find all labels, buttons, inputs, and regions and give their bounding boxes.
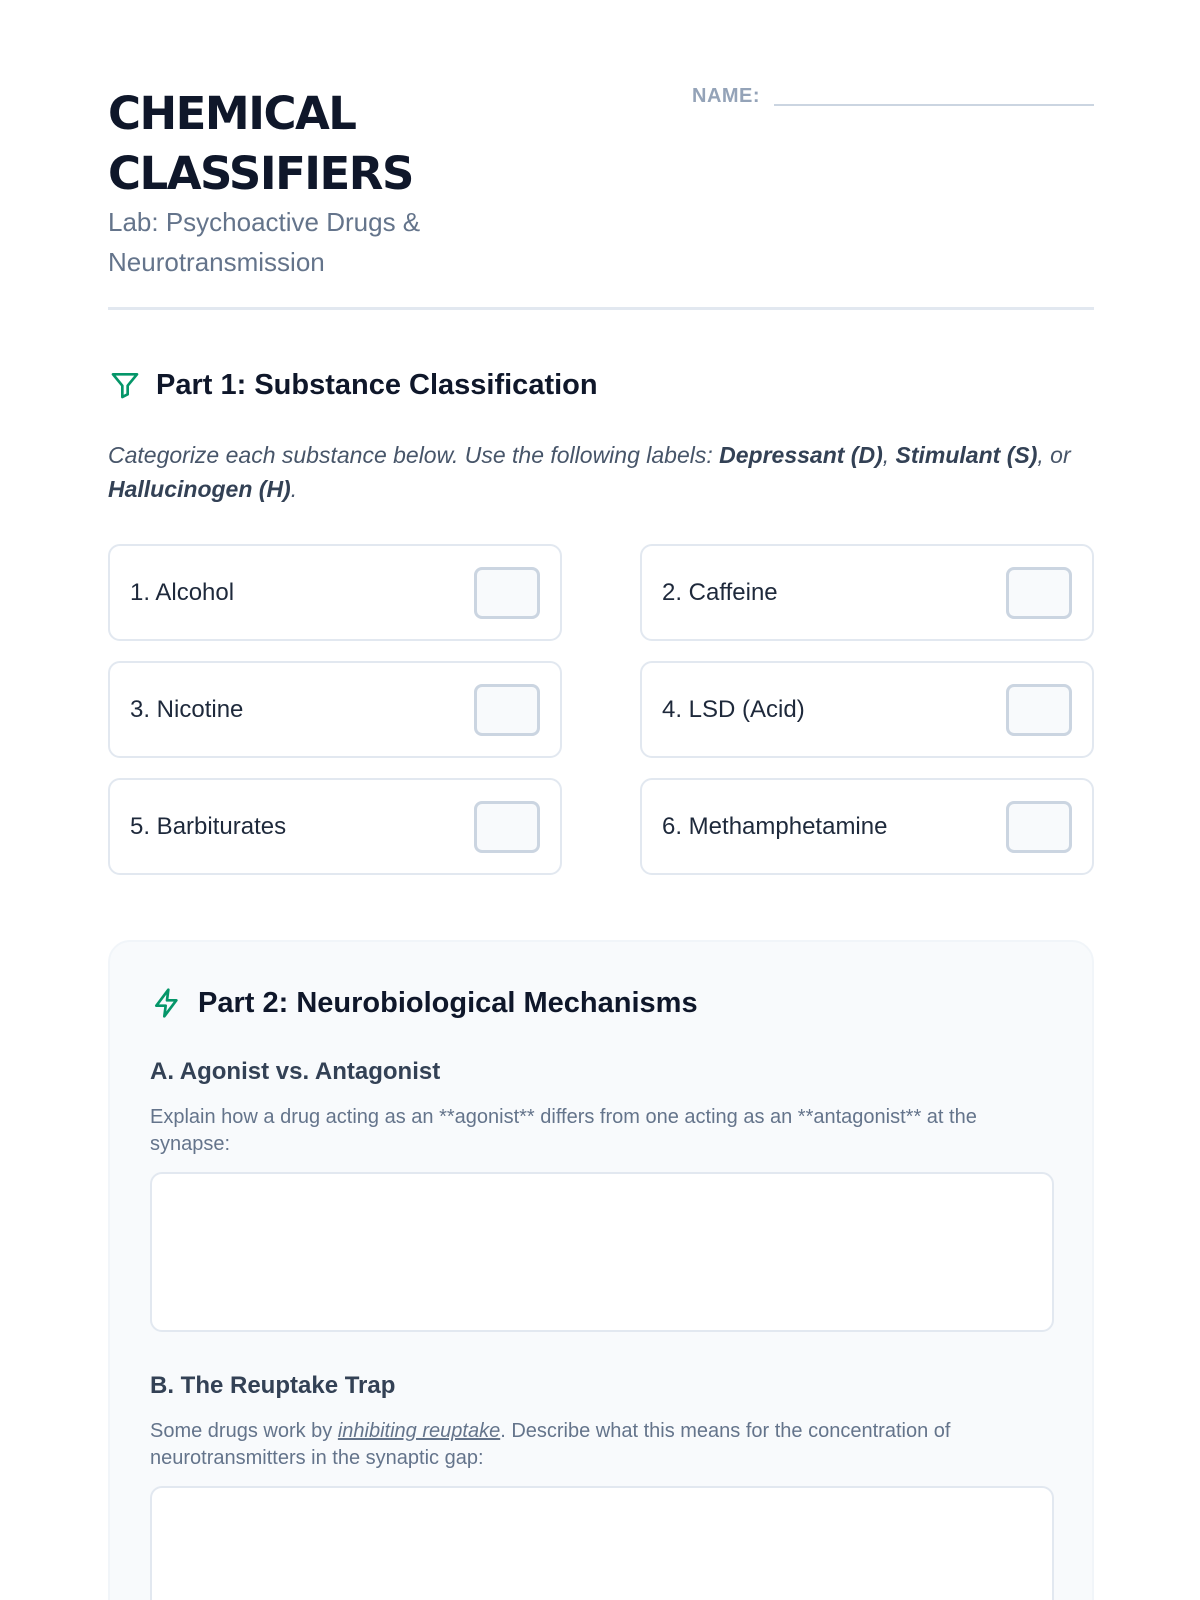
name-label: NAME: (692, 85, 761, 107)
emphasis-inhibiting-reuptake: inhibiting reuptake (337, 1420, 501, 1442)
title-line-1: CHEMICAL (108, 87, 356, 140)
substance-label: 3. Nicotine (130, 695, 244, 723)
question-b-answer[interactable] (150, 1486, 1054, 1600)
question-b-title: B. The Reuptake Trap (150, 1372, 396, 1399)
substance-grid (108, 544, 1094, 875)
funnel-icon (108, 368, 142, 402)
classification-input[interactable] (1006, 801, 1072, 853)
label-depressant: Depressant (D) (719, 442, 883, 468)
name-field[interactable] (774, 104, 1094, 106)
substance-card (640, 661, 1094, 758)
label-hallucinogen: Hallucinogen (H) (108, 476, 291, 502)
lightning-icon (150, 986, 184, 1020)
substance-card (108, 544, 562, 641)
question-a-answer[interactable] (150, 1172, 1054, 1332)
question-a-title: A. Agonist vs. Antagonist (150, 1058, 441, 1085)
classification-input[interactable] (474, 801, 540, 853)
substance-card (640, 544, 1094, 641)
substance-card (108, 661, 562, 758)
substance-card (108, 778, 562, 875)
substance-card (640, 778, 1094, 875)
title-line-2: CLASSIFIERS (108, 147, 413, 200)
classification-input[interactable] (474, 684, 540, 736)
substance-label: 4. LSD (Acid) (662, 695, 805, 723)
substance-label: 5. Barbiturates (130, 812, 287, 840)
part1-title: Part 1: Substance Classification (156, 368, 598, 401)
substance-label: 1. Alcohol (130, 578, 235, 606)
page-title (108, 84, 588, 204)
substance-label: 6. Methamphetamine (662, 812, 888, 840)
worksheet-header (108, 84, 1094, 310)
part2-title: Part 2: Neurobiological Mechanisms (198, 986, 698, 1019)
classification-input[interactable] (1006, 567, 1072, 619)
label-stimulant: Stimulant (S) (895, 442, 1038, 468)
substance-label: 2. Caffeine (662, 578, 778, 606)
part2-heading (150, 986, 698, 1020)
part1-heading (108, 368, 598, 402)
page-subtitle: Lab: Psychoactive Drugs & Neurotransmission (108, 207, 421, 277)
classification-input[interactable] (474, 567, 540, 619)
classification-input[interactable] (1006, 684, 1072, 736)
part2-panel (108, 940, 1094, 1600)
question-b-prompt: Some drugs work by inhibiting reuptake. Describe what this means for the concentration of neurotransmitters in the synaptic gap: (150, 1420, 951, 1469)
part1-instructions: Categorize each substance below. Use the following labels: Depressant (D), Stimulant (S), or Hallucinogen (H). (108, 442, 1071, 502)
question-a-prompt: Explain how a drug acting as an **agonist** differs from one acting as an **antagonist** at the synapse: (150, 1106, 977, 1155)
